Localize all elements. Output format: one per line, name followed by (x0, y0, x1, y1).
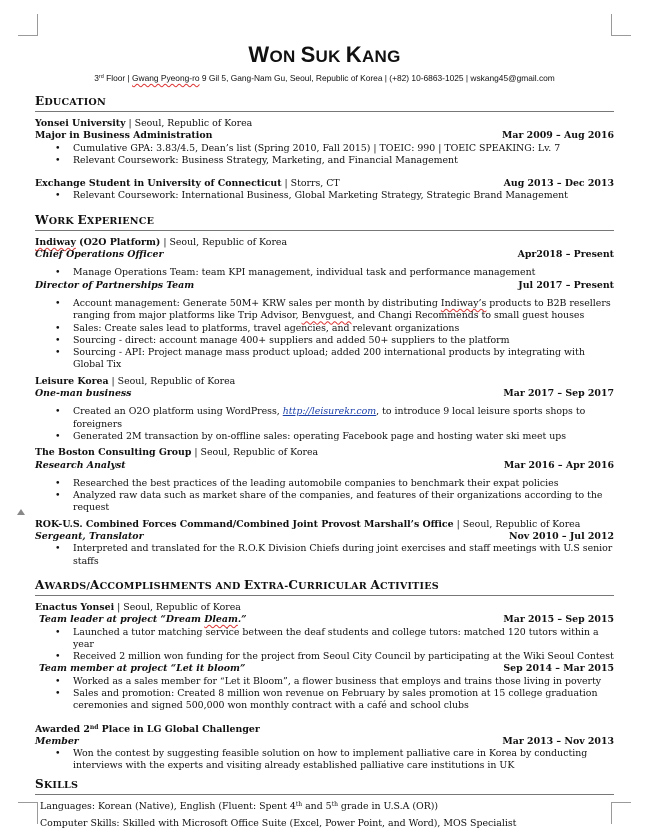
list-item: • Analyzed raw data such as market share of the companies, and features of their organizations according to the request (55, 490, 614, 515)
resume-page (35, 42, 614, 830)
computer-skills-line: Computer Skills: Skilled with Microsoft Office Suite (Excel, Power Point, and Word), MOS Specialist (40, 818, 517, 830)
yonsei-bullets (55, 143, 614, 168)
dp-row: Director of Partnerships Team Jul 2017 – Present (35, 279, 614, 291)
dp-bullets (55, 298, 614, 372)
list-item: • Sales and promotion: Created 8 million won revenue on February by sales promotion at 15 college graduation ceremonies and signed 500,000 won monthly contract with a café and school clubs (55, 688, 614, 713)
list-item: • Cumulative GPA: 3.83/4.5, Dean’s list (Spring 2010, Fall 2015) | TOEIC: 990 | TOEIC SPEAKING: Lv. 7 (55, 143, 614, 155)
crop-mark-top-right (611, 14, 631, 36)
list-item: • Received 2 million won funding for the project from Seoul City Council by participating at the Wiki Seoul Contest (55, 651, 614, 663)
rok-row: ROK-U.S. Combined Forces Command/Combined Joint Provost Marshall’s Office | Seoul, Republic of Korea (35, 518, 581, 530)
lg-row: Awarded 2nd Place in LG Global Challenger (35, 723, 260, 735)
lk-title-row: One-man business Mar 2017 – Sep 2017 (35, 388, 614, 400)
list-item: • Won the contest by suggesting feasible solution on how to implement palliative care in Korea by conducting interviews with the experts and visiting already established palliative care institutions in UK (55, 748, 614, 773)
coo-row: Chief Operations Officer Apr2018 – Present (35, 249, 614, 261)
enactus-row: Enactus Yonsei | Seoul, Republic of Korea (35, 601, 241, 613)
awards-heading: AWARDS/ACCOMPLISHMENTS AND EXTRA-CURRICULAR ACTIVITIES (35, 578, 614, 596)
list-item: • Account management: Generate 50M+ KRW sales per month by distributing Indiway’s products to B2B resellers ranging from major platforms like Trip Advisor, Benvguest, and Changi Recommends to small guest houses (55, 298, 614, 323)
languages-line: Languages: Korean (Native), English (Fluent: Spent 4th and 5th grade in U.S.A (OR)) (40, 800, 439, 812)
bcg-row: The Boston Consulting Group | Seoul, Republic of Korea (35, 447, 319, 459)
education-heading: EDUCATION (35, 94, 614, 112)
yonsei-degree-row: Major in Business Administration Mar 2009 – Aug 2016 (35, 130, 614, 142)
resume-name: WON SUK KANG (248, 42, 401, 67)
bcg-bullets (55, 478, 614, 515)
dream-dleam-row: Team leader at project “Dream Dleam.” Mar 2015 – Sep 2015 (39, 614, 614, 626)
skills-list (40, 801, 614, 831)
lk-bullets (55, 406, 614, 443)
paragraph-collapse-icon[interactable] (17, 509, 25, 515)
crop-mark-bottom-right (611, 802, 631, 824)
work-heading: WORK EXPERIENCE (35, 213, 614, 231)
indiway-row: Indiway (O2O Platform) | Seoul, Republic of Korea (35, 236, 288, 248)
list-item: • Sourcing - API: Project manage mass product upload; added 200 international products by integrating with Global Tix (55, 347, 614, 372)
list-item: • Sourcing - direct: account manage 400+ suppliers and added 50+ suppliers to the platform (55, 335, 614, 347)
list-item: • Sales: Create sales lead to platforms, travel agencies, and relevant organizations (55, 323, 614, 335)
dd-bullets (55, 627, 614, 664)
list-item: • Generated 2M transaction by on-offline sales: operating Facebook page and hosting water ski meet ups (55, 431, 614, 443)
rok-title-row: Sergeant, Translator Nov 2010 – Jul 2012 (35, 531, 614, 543)
list-item: • Launched a tutor matching service between the deaf students and college tutors: matched 120 tutors within a year (55, 627, 614, 652)
lg-bullets (55, 748, 614, 773)
coo-bullets (55, 267, 614, 279)
list-item: • Worked as a sales member for “Let it Bloom”, a flower business that employs and trains those living in poverty (55, 676, 614, 688)
crop-mark-top-left (18, 14, 38, 36)
rok-bullets (55, 543, 614, 568)
uconn-bullets (55, 190, 614, 202)
lb-bullets (55, 676, 614, 713)
let-it-bloom-row: Team member at project “Let it bloom” Sep 2014 – Mar 2015 (39, 663, 614, 675)
contact-line: 3rd Floor | Gwang Pyeong-ro 9 Gil 5, Gang-Nam Gu, Seoul, Republic of Korea | (+82) 10-6863-1025 | wskang45@gmail.com (94, 73, 555, 83)
uconn-row: Exchange Student in University of Connecticut | Storrs, CT Aug 2013 – Dec 2013 (35, 178, 614, 190)
list-item: • Relevant Coursework: Business Strategy, Marketing, and Financial Management (55, 155, 614, 167)
list-item: • Manage Operations Team: team KPI management, individual task and performance management (55, 267, 614, 279)
bcg-title-row: Research Analyst Mar 2016 – Apr 2016 (35, 459, 614, 471)
lg-title-row: Member Mar 2013 – Nov 2013 (35, 735, 614, 747)
list-item: • Researched the best practices of the leading automobile companies to benchmark their expat policies (55, 478, 614, 490)
yonsei-row: Yonsei University | Seoul, Republic of Korea (35, 118, 253, 129)
list-item: • Created an O2O platform using WordPress, http://leisurekr.com, to introduce 9 local leisure sports shops to foreigners (55, 406, 614, 431)
list-item: • Relevant Coursework: International Business, Global Marketing Strategy, Strategic Brand Management (55, 190, 614, 202)
skills-heading: SKILLS (35, 777, 614, 795)
leisure-korea-row: Leisure Korea | Seoul, Republic of Korea (35, 375, 236, 387)
leisurekr-link[interactable]: http://leisurekr.com (282, 406, 377, 418)
list-item: • Interpreted and translated for the R.O.K Division Chiefs during joint exercises and staff meetings with U.S senior staffs (55, 543, 614, 568)
